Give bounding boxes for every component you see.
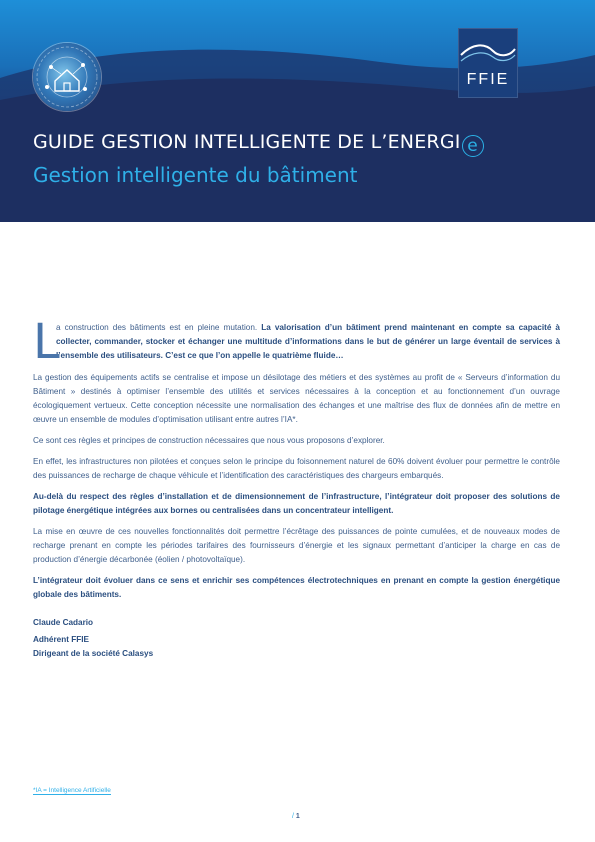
footnote: *IA = Intelligence Artificielle bbox=[33, 787, 111, 794]
page-number-slash: / bbox=[292, 813, 294, 820]
ffie-logo bbox=[458, 28, 518, 98]
lead-paragraph bbox=[33, 314, 560, 370]
article-body bbox=[33, 314, 560, 661]
signature-block bbox=[33, 616, 560, 661]
drop-cap: L bbox=[33, 314, 60, 370]
signature-name: Claude Cadario bbox=[33, 618, 94, 627]
page-title-text: GUIDE GESTION INTELLIGENTE DE L’ENERGI bbox=[33, 131, 461, 153]
page-title bbox=[33, 131, 484, 157]
smart-building-badge-icon bbox=[33, 43, 101, 111]
page-number-value: 1 bbox=[295, 813, 300, 820]
lead-normal-text: a construction des bâtiments est en pleine mutation. bbox=[56, 323, 258, 332]
page-subtitle: Gestion intelligente du bâtiment bbox=[33, 163, 358, 187]
page-number bbox=[292, 813, 300, 820]
paragraph-5: La mise en œuvre de ces nouvelles fonctionnalités doit permettre l’écrêtage des puissances de pointe cumulées, et de nouveaux modes de recharge prenant en compte les périodes tarifaires des fournisseurs d’énergie et les signaux permettant d’anticiper la charge en cas de production d’énergie décarbonée (éolien / photovoltaïque). bbox=[33, 527, 560, 564]
paragraph-3: En effet, les infrastructures non pilotées et conçues selon le principe du foisonnement naturel de 60% doivent évoluer pour permettre le contrôle des puissances de recharge de chaque véhicule et l’identification des caractéristiques des chargeurs embarqués. bbox=[33, 457, 560, 480]
logo-text: FFIE bbox=[466, 71, 510, 88]
paragraph-2: Ce sont ces règles et principes de construction nécessaires que nous vous proposons d’explorer. bbox=[33, 436, 385, 445]
logo-wave-icon bbox=[459, 35, 517, 65]
paragraph-6: L’intégrateur doit évoluer dans ce sens et enrichir ses compétences électrotechniques en prenant en compte la gestion énergétique globale des bâtiments. bbox=[33, 576, 560, 599]
signature-role: Adhérent FFIE bbox=[33, 635, 89, 644]
paragraph-1: La gestion des équipements actifs se centralise et impose un désilotage des métiers et des systèmes au profit de « Serveurs d’information du Bâtiment » destinés à optimiser l’ensemble des utilités et services nécessaires à la conception et au fonctionnement d’un ouvrage écologiquement vertueux. Cette conception nécessite une normalisation des échanges et une maîtrise des flux de données afin de mettre en œuvre un ensemble de modules d’optimisation utilisant entre autres l’IA*. bbox=[33, 373, 560, 424]
paragraph-4: Au-delà du respect des règles d’installation et de dimensionnement de l’infrastructure, l’intégrateur doit proposer des solutions de pilotage énergétique intégrées aux bornes ou centralisées dans un concentrateur intelligent. bbox=[33, 492, 560, 515]
energy-e-icon: e bbox=[462, 135, 484, 157]
header-banner bbox=[0, 0, 595, 222]
lead-bold-text: La valorisation d’un bâtiment prend maintenant en compte sa capacité à collecter, commander, stocker et échanger une multitude d’informations dans le but de générer un large éventail de services à l’ensemble des utilisateurs. C’est ce que l’on appelle le quatrième fluide… bbox=[56, 323, 560, 360]
signature-company: Dirigeant de la société Calasys bbox=[33, 649, 154, 658]
